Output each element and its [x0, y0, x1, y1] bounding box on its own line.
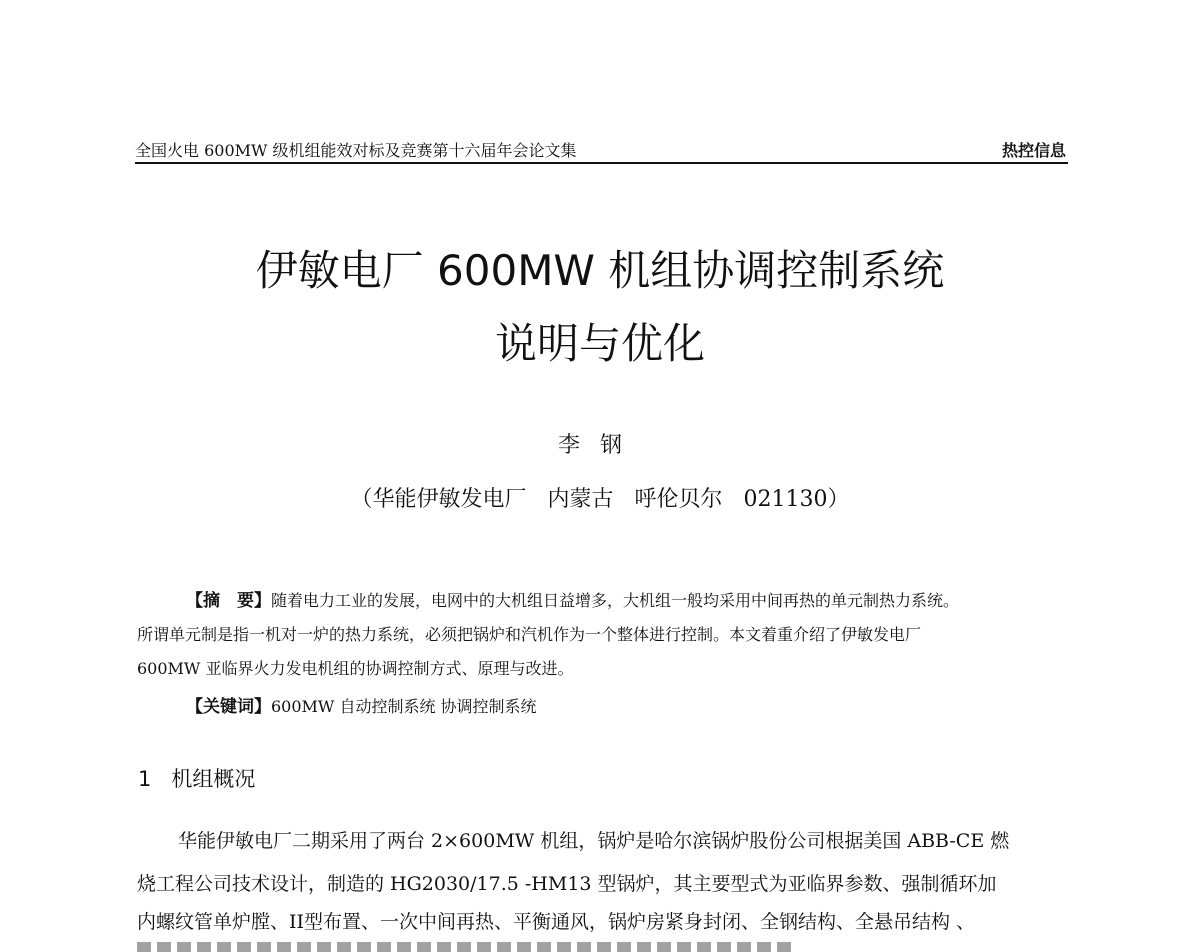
- section-heading: 1 机组概况: [138, 767, 256, 791]
- keywords-line: [186, 692, 537, 717]
- author-name: 李钢: [557, 433, 642, 458]
- abstract-label: 【摘 要】: [186, 591, 271, 611]
- abstract-line-1: [186, 586, 959, 611]
- author-affiliation: （华能伊敏发电厂 内蒙古 呼伦贝尔 021130）: [350, 487, 850, 512]
- paper-title-line-1: 伊敏电厂 600MW 机组协调控制系统: [255, 246, 945, 295]
- body-text-line-2: 烧工程公司技术设计，制造的 HG2030/17.5 -HM13 型锅炉，其主要型式为亚临界参数、强制循环加: [137, 873, 997, 895]
- abstract-text-1: 随着电力工业的发展，电网中的大机组日益增多，大机组一般均采用中间再热的单元制热力系统。: [271, 591, 960, 610]
- journal-title: 全国火电 600MW 级机组能效对标及竞赛第十六届年会论文集: [135, 141, 577, 160]
- abstract-text-3: 600MW 亚临界火力发电机组的协调控制方式、原理与改进。: [137, 659, 574, 678]
- running-header: [135, 134, 1068, 164]
- body-text-line-3: 内螺纹管单炉膛、II型布置、一次中间再热、平衡通风，锅炉房紧身封闭、全钢结构、全悬吊结构 、: [137, 911, 976, 933]
- keywords-label: 【关键词】: [186, 697, 271, 717]
- section-label: 热控信息: [1001, 141, 1066, 160]
- cut-off-text-line: [137, 942, 797, 952]
- abstract-text-2: 所谓单元制是指一机对一炉的热力系统，必须把锅炉和汽机作为一个整体进行控制。本文着重介绍了伊敏发电厂: [137, 625, 922, 644]
- paper-title-line-2: 说明与优化: [494, 319, 705, 368]
- body-text-line-1: 华能伊敏电厂二期采用了两台 2×600MW 机组，锅炉是哈尔滨锅炉股份公司根据美国 ABB-CE 燃: [178, 830, 1010, 852]
- keywords-text: 600MW 自动控制系统 协调控制系统: [271, 697, 537, 716]
